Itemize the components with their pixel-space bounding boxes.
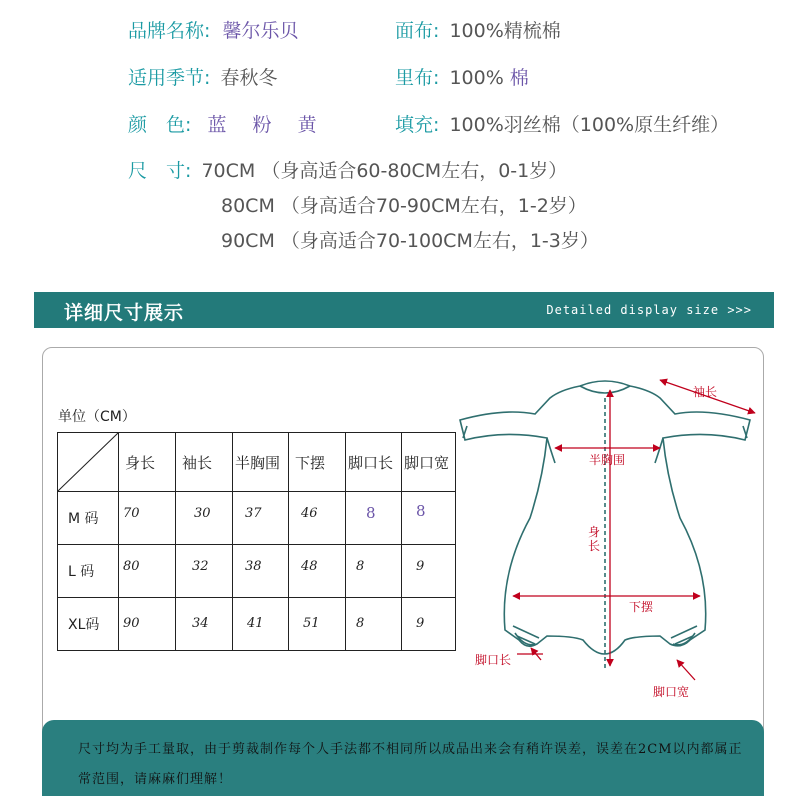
size-row-90: [221, 226, 599, 253]
cell-m-hem: 46: [289, 492, 346, 545]
season-row: [128, 63, 277, 90]
size-70: 70CM （身高适合60-80CM左右，0-1岁）: [201, 160, 568, 182]
season-value: 春秋冬: [220, 67, 278, 89]
filling-value: 100%羽丝棉（100%原生纤维）: [449, 114, 730, 136]
table-header-row: [58, 433, 456, 492]
fabric-value: 100%精梳棉: [449, 20, 561, 42]
lining-label: 里布:: [395, 67, 440, 89]
col-header-half-chest: 半胸围: [233, 433, 289, 492]
measurement-note: [42, 720, 764, 796]
table-corner-cell: [58, 433, 119, 492]
row-label-m: M 码: [58, 492, 119, 545]
cell-m-foot-length: 8: [346, 492, 402, 545]
sleeve-length-label: 袖长: [693, 385, 718, 399]
section-title: 详细尺寸展示: [64, 302, 185, 324]
right-armhole: [655, 438, 663, 463]
body-length-label-2: 长: [588, 539, 601, 553]
lining-row: [395, 63, 529, 90]
cell-xl-foot-width: 9: [402, 598, 456, 651]
cell-l-hem: 48: [289, 545, 346, 598]
row-label-l: L 码: [58, 545, 119, 598]
season-label: 适用季节:: [128, 67, 211, 89]
col-header-foot-width: 脚口宽: [402, 433, 456, 492]
neckline: [580, 386, 630, 393]
half-chest-label: 半胸围: [589, 453, 626, 467]
table-row: [58, 492, 456, 545]
foot-length-label: 脚口长: [475, 653, 512, 667]
filling-row: [395, 110, 729, 137]
cell-xl-hem: 51: [289, 598, 346, 651]
fabric-row: [395, 16, 561, 43]
hem-label: 下摆: [629, 600, 654, 614]
size-80: 80CM （身高适合70-90CM左右，1-2岁）: [221, 195, 587, 217]
sleeping-bag-diagram: [455, 368, 765, 708]
cell-l-foot-length: 8: [346, 545, 402, 598]
cell-m-chest: 37: [233, 492, 289, 545]
cell-xl-sleeve: 34: [176, 598, 233, 651]
table-row: [58, 545, 456, 598]
filling-label: 填充:: [395, 114, 440, 136]
brand-label: 品牌名称:: [128, 20, 211, 42]
cell-m-foot-width: 8: [402, 492, 456, 545]
col-header-foot-length: 脚口长: [346, 433, 402, 492]
foot-width-pointer: [677, 660, 695, 680]
cell-l-sleeve: 32: [176, 545, 233, 598]
row-label-xl: XL码: [58, 598, 119, 651]
unit-label: 单位（CM）: [58, 409, 136, 425]
color-row: [128, 110, 317, 137]
section-header: [34, 292, 774, 328]
size-row-80: [221, 191, 587, 218]
cell-xl-body-length: 90: [119, 598, 176, 651]
body-length-label-1: 身: [588, 525, 601, 539]
cell-l-chest: 38: [233, 545, 289, 598]
color-yellow: 黄: [297, 114, 317, 136]
cell-m-body-length: 70: [119, 492, 176, 545]
cell-xl-foot-length: 8: [346, 598, 402, 651]
table-row: [58, 598, 456, 651]
color-label: 颜 色:: [128, 114, 192, 136]
note-text: 尺寸均为手工量取，由于剪裁制作每个人手法都不相同所以成品出来会有稍许误差，误差在2CM以内都属正常范围，请麻麻们理解！: [78, 742, 743, 787]
cell-xl-chest: 41: [233, 598, 289, 651]
product-info: [0, 0, 800, 270]
lining-value: 100%: [449, 67, 504, 89]
size-label: 尺 寸:: [128, 160, 192, 182]
brand-row: [128, 16, 298, 43]
col-header-sleeve-length: 袖长: [176, 433, 233, 492]
size-table: [57, 432, 456, 651]
fabric-label: 面布:: [395, 20, 440, 42]
size-row: [128, 156, 567, 183]
col-header-body-length: 身长: [119, 433, 176, 492]
brand-value: 馨尔乐贝: [222, 20, 299, 42]
col-header-hem: 下摆: [289, 433, 346, 492]
foot-width-label: 脚口宽: [653, 685, 690, 699]
color-blue: 蓝: [207, 114, 227, 136]
cell-m-sleeve: 30: [176, 492, 233, 545]
section-subtitle: Detailed display size >>>: [546, 303, 752, 317]
corner-diagonal: [58, 433, 118, 491]
size-90: 90CM （身高适合70-100CM左右，1-3岁）: [221, 230, 599, 252]
cell-l-foot-width: 9: [402, 545, 456, 598]
left-armhole: [547, 438, 555, 463]
cell-l-body-length: 80: [119, 545, 176, 598]
color-pink: 粉: [252, 114, 272, 136]
lining-value-cotton: 棉: [509, 67, 529, 89]
